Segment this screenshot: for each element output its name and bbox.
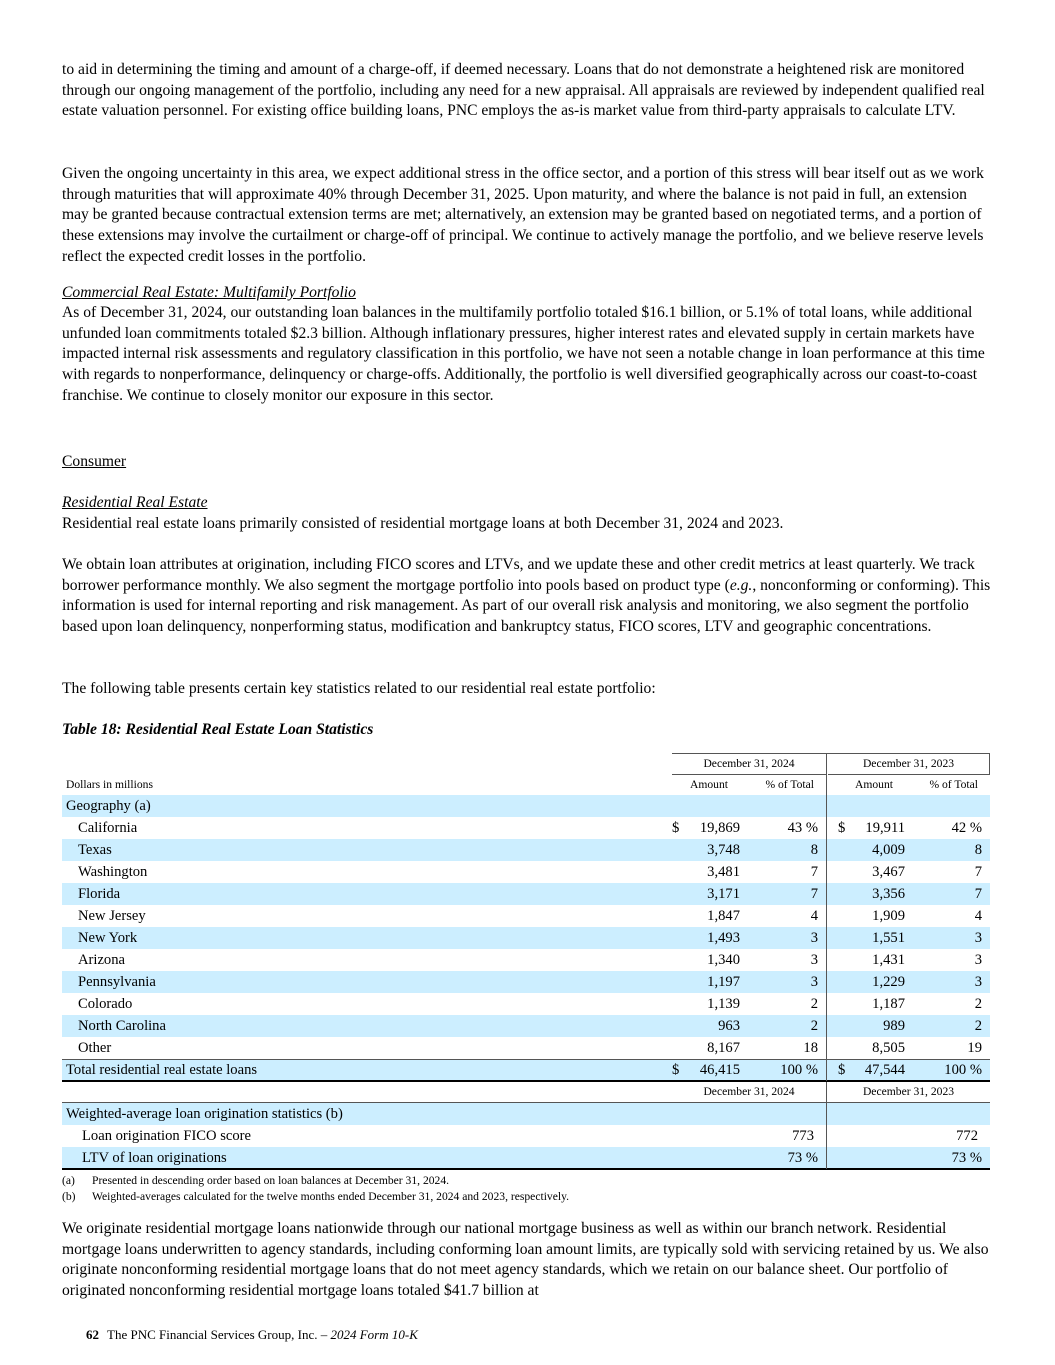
total-amount-2023: 47,544	[864, 1062, 905, 1078]
section-geography	[62, 795, 990, 817]
row-amount-2024: 3,171	[707, 886, 740, 902]
total-pct-2023: 100 %	[944, 1062, 982, 1078]
row-amount-2024: 1,493	[707, 930, 740, 946]
dollars-in-millions-label: Dollars in millions	[66, 778, 153, 791]
row-pct-2023: 3	[974, 930, 982, 946]
row-amount-2024: 3,748	[707, 842, 740, 858]
paragraph-origination: We originate residential mortgage loans nationwide through our national mortgage business as well as within our branch network. Residential mortgage loans underwritten to agency standards, including conforming loan amount limits, are typically sold with servicing retained by us. We also originate nonconforming residential mortgage loans that do not meet agency standards, which we retain on our balance sheet. Our portfolio of originated nonconforming residential mortgage loans totaled $41.7 billion at	[62, 1220, 989, 1300]
stat-ltv-2023: 73 %	[951, 1150, 982, 1166]
row-label: Arizona	[78, 952, 126, 968]
row-pct-2024: 7	[810, 886, 818, 902]
row-pct-2023: 3	[974, 974, 982, 990]
period-header-2024: December 31, 2024	[703, 757, 795, 770]
table-row	[62, 1037, 990, 1059]
total-top-rule	[62, 1059, 990, 1060]
section-geography-label: Geography (a)	[66, 798, 151, 814]
row-amount-2024: 963	[718, 1018, 740, 1034]
stats-period-header-2023: December 31, 2023	[862, 1085, 955, 1098]
row-amount-2023: 3,356	[872, 886, 905, 902]
row-pct-2023: 2	[974, 996, 982, 1012]
row-amount-2023: 19,911	[865, 820, 905, 836]
stat-label-fico: Loan origination FICO score	[82, 1128, 252, 1144]
row-label: Colorado	[78, 996, 133, 1012]
col-pct-2023: % of Total	[929, 778, 978, 791]
table-row	[62, 883, 990, 905]
row-pct-2024: 43 %	[787, 820, 818, 836]
table-row	[62, 905, 990, 927]
row-pct-2023: 4	[974, 908, 982, 924]
row-pct-2023: 7	[974, 864, 982, 880]
table-row	[62, 817, 990, 839]
period-header-2023: December 31, 2023	[862, 757, 955, 770]
row-amount-2024: 1,340	[707, 952, 740, 968]
total-dollar-2024: $	[672, 1062, 680, 1078]
row-amount-2023: 3,467	[872, 864, 905, 880]
page-footer	[86, 1326, 418, 1344]
row-amount-2023: 989	[883, 1018, 905, 1034]
row-pct-2024: 2	[810, 1018, 818, 1034]
row-label: Texas	[78, 842, 112, 858]
table-row	[62, 949, 990, 971]
total-amount-2024: 46,415	[699, 1062, 740, 1078]
col-amount-2024: Amount	[689, 778, 728, 791]
row-amount-2024: 1,197	[707, 974, 740, 990]
row-label: New Jersey	[78, 908, 146, 924]
heading-residential-real-estate: Residential Real Estate	[62, 494, 208, 511]
row-label: California	[78, 820, 138, 836]
row-amount-2024: 1,847	[707, 908, 740, 924]
column-divider-bottom	[826, 1082, 827, 1169]
row-pct-2023: 3	[974, 952, 982, 968]
table-row	[62, 927, 990, 949]
col-pct-2024: % of Total	[765, 778, 814, 791]
paragraph-loan-attributes	[62, 555, 992, 638]
row-pct-2024: 7	[810, 864, 818, 880]
footnote-b-mark: (b)	[62, 1190, 76, 1203]
row-amount-2024: 1,139	[707, 996, 740, 1012]
footnote-a-text: Presented in descending order based on loan balances at December 31, 2024.	[92, 1174, 450, 1187]
row-amount-2024: 3,481	[707, 864, 740, 880]
row-amount-2023: 1,909	[872, 908, 905, 924]
footnote-a-mark: (a)	[62, 1174, 75, 1187]
table-row	[62, 1015, 990, 1037]
paragraph-residential-summary: Residential real estate loans primarily consisted of residential mortgage loans at both December 31, 2024 and 2023.	[62, 515, 784, 532]
row-amount-2024: 8,167	[707, 1040, 740, 1056]
row-pct-2024: 4	[810, 908, 818, 924]
total-pct-2024: 100 %	[780, 1062, 818, 1078]
table-title: Table 18: Residential Real Estate Loan Statistics	[62, 721, 374, 738]
stat-row-fico	[62, 1125, 990, 1147]
row-pct-2023: 7	[974, 886, 982, 902]
stat-label-ltv: LTV of loan originations	[82, 1150, 227, 1166]
paragraph-loan-attributes-part1: We obtain loan attributes at origination, including FICO scores and LTVs, and we update these and other credit metrics at least quarterly. We track borrower performance monthly. We also segment the mortgage portfolio into pools based on product type (	[62, 556, 975, 594]
stat-row-ltv	[62, 1147, 990, 1169]
stats-period-header-2024: December 31, 2024	[703, 1085, 795, 1098]
row-amount-2023: 1,431	[872, 952, 905, 968]
paragraph-multifamily: As of December 31, 2024, our outstanding loan balances in the multifamily portfolio totaled $16.1 billion, or 5.1% of total loans, while additional unfunded loan commitments totaled $2.3 billion. Although inflationary pressures, higher interest rates and elevated supply in certain markets have impacted internal risk assessments and regulatory classification in this portfolio, we have not seen a notable change in loan performance at this time with regards to nonperformance, delinquency or charge-offs. Additionally, the portfolio is well diversified geographically across our coast-to-coast franchise. We continue to closely monitor our exposure in this sector.	[62, 304, 985, 404]
total-label: Total residential real estate loans	[66, 1062, 258, 1078]
row-pct-2024: 2	[810, 996, 818, 1012]
row-amount-2024: 19,869	[699, 820, 740, 836]
row-amount-2023: 1,229	[872, 974, 905, 990]
row-amount-2023: 1,187	[872, 996, 905, 1012]
row-dollar-2024: $	[672, 820, 680, 836]
paragraph-office-appraisals: to aid in determining the timing and amount of a charge-off, if deemed necessary. Loans that do not demonstrate a heightened risk are monitored through our ongoing management of the portfolio, including any need for a new appraisal. All appraisals are reviewed by independent qualified real estate valuation personnel. For existing office building loans, PNC employs the as-is market value from third-party appraisals to calculate LTV.	[62, 61, 985, 120]
row-dollar-2023: $	[838, 820, 846, 836]
row-label: Washington	[78, 864, 148, 880]
section-origination-stats-label: Weighted-average loan origination statistics (b)	[66, 1106, 343, 1122]
stat-fico-2024: 773	[792, 1128, 814, 1144]
table-row	[62, 839, 990, 861]
row-label: New York	[78, 930, 138, 946]
column-divider-top	[826, 753, 827, 1081]
paragraph-loan-attributes-eg: e.g.	[729, 576, 753, 594]
heading-multifamily-portfolio: Commercial Real Estate: Multifamily Portfolio	[62, 284, 356, 301]
row-pct-2024: 3	[810, 952, 818, 968]
row-label: Pennsylvania	[78, 974, 156, 990]
row-pct-2023: 19	[967, 1040, 982, 1056]
total-row	[62, 1059, 990, 1081]
stat-fico-2023: 772	[956, 1128, 978, 1144]
paragraph-loan-attributes-part2: , nonconforming or conforming). This information is used for internal reporting and risk management. As part of our overall risk analysis and monitoring, we also segment the portfolio based upon loan delinquency, nonperforming status, modification and bankruptcy status, FICO scores, LTV and geographic concentrations.	[62, 576, 991, 636]
heading-consumer: Consumer	[62, 453, 127, 470]
page-number: 62	[86, 1327, 99, 1342]
stat-ltv-2024: 73 %	[787, 1150, 818, 1166]
row-label: Other	[78, 1040, 112, 1056]
table-bottom-rule	[62, 1168, 990, 1170]
row-pct-2023: 2	[974, 1018, 982, 1034]
paragraph-office-outlook: Given the ongoing uncertainty in this area, we expect additional stress in the office sector, and a portion of this stress will bear itself out as we work through maturities that will approximate 40% through December 31, 2025. Upon maturity, and where the balance is not paid in full, an extension may be granted because contractual extension terms are met; alternatively, an extension may be granted based on negotiated terms, and a portion of these extensions may involve the curtailment or charge-off of principal. We continue to actively manage the portfolio, and we believe reserve levels reflect the expected credit losses in the portfolio.	[62, 165, 984, 265]
col-amount-2023: Amount	[854, 778, 893, 791]
row-amount-2023: 4,009	[872, 842, 905, 858]
paragraph-table-intro: The following table presents certain key statistics related to our residential real estate portfolio:	[62, 680, 656, 697]
footnote-b-text: Weighted-averages calculated for the twelve months ended December 31, 2024 and 2023, respectively.	[92, 1190, 570, 1203]
total-dollar-2023: $	[838, 1062, 846, 1078]
table-row	[62, 993, 990, 1015]
row-pct-2023: 42 %	[951, 820, 982, 836]
table-row	[62, 971, 990, 993]
table-row	[62, 861, 990, 883]
row-label: Florida	[78, 886, 121, 902]
row-amount-2023: 8,505	[872, 1040, 905, 1056]
row-pct-2024: 3	[810, 974, 818, 990]
row-label: North Carolina	[78, 1018, 166, 1034]
row-pct-2023: 8	[974, 842, 982, 858]
row-amount-2023: 1,551	[872, 930, 905, 946]
header-right-edge	[989, 753, 990, 775]
footer-form: 2024 Form 10-K	[330, 1327, 418, 1342]
row-pct-2024: 18	[803, 1040, 818, 1056]
footer-company: The PNC Financial Services Group, Inc. –	[107, 1327, 328, 1342]
row-pct-2024: 8	[810, 842, 818, 858]
section-origination-stats	[62, 1103, 990, 1125]
row-pct-2024: 3	[810, 930, 818, 946]
